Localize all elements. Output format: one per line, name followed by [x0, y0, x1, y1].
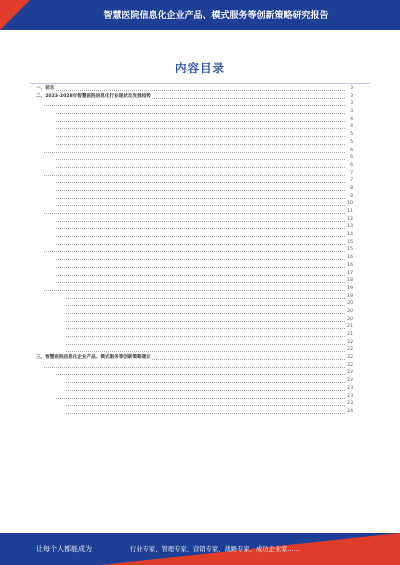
toc-page-number: 12 [347, 216, 353, 222]
toc-dot-leader [66, 321, 345, 322]
toc-entry[interactable] [36, 308, 353, 316]
toc-page-number: 22 [347, 347, 353, 353]
toc-entry[interactable] [36, 339, 353, 347]
toc-dot-leader [56, 159, 345, 160]
toc-dot-leader [44, 175, 345, 176]
toc-page-number: 18 [347, 278, 353, 284]
toc-entry[interactable] [36, 170, 353, 178]
toc-page-number: 23 [347, 401, 353, 407]
toc-entry[interactable] [36, 177, 353, 185]
toc-entry[interactable] [36, 239, 353, 247]
toc-page-number: 24 [347, 408, 353, 414]
toc-page-number: 17 [347, 270, 353, 276]
toc-page-number: 21 [347, 324, 353, 330]
toc-entry[interactable] [36, 331, 353, 339]
toc-dot-leader [56, 128, 345, 129]
toc-entry[interactable] [36, 154, 353, 162]
toc-entry[interactable] [36, 300, 353, 308]
toc-page-number: 5 [350, 139, 353, 145]
toc-page-number: 22 [347, 339, 353, 345]
toc-dot-leader [56, 113, 345, 114]
toc-entry[interactable] [36, 285, 353, 293]
toc-dot-leader [56, 275, 345, 276]
toc-entry[interactable] [36, 139, 353, 147]
toc-dot-leader [56, 398, 345, 399]
toc-page-number: 20 [347, 301, 353, 307]
toc-dot-leader [44, 105, 345, 106]
toc-entry[interactable] [36, 362, 353, 370]
toc-entry[interactable] [36, 93, 353, 101]
toc-page-number: 5 [350, 132, 353, 138]
toc-dot-leader [56, 282, 345, 283]
toc-page-number: 23 [347, 393, 353, 399]
toc-page-number: 23 [347, 385, 353, 391]
toc-page-number: 4 [350, 116, 353, 122]
toc-page-number: 6 [350, 162, 353, 168]
toc-page-number: 7 [350, 178, 353, 184]
toc-dot-leader [36, 90, 345, 91]
toc-page-number: 19 [347, 285, 353, 291]
toc-page-number: 15 [347, 247, 353, 253]
toc-dot-leader [56, 374, 345, 375]
toc-entry[interactable] [36, 85, 353, 93]
toc-entry[interactable] [36, 270, 353, 278]
toc-entry[interactable] [36, 377, 353, 385]
toc-entry[interactable] [36, 369, 353, 377]
toc-page-number: 6 [350, 155, 353, 161]
toc-page-number: 6 [350, 147, 353, 153]
toc-entry[interactable] [36, 231, 353, 239]
toc-dot-leader [44, 290, 345, 291]
toc-page-number: 22 [347, 362, 353, 368]
toc-entry[interactable] [36, 323, 353, 331]
toc-page-number: 21 [347, 332, 353, 337]
toc-entry-title: 一、前言 [36, 86, 55, 91]
footer-tagline: 让每个人都能成为 [36, 545, 92, 553]
toc-dot-leader [66, 390, 345, 391]
toc-page-number: 3 [350, 101, 353, 107]
toc-page-number: 13 [347, 224, 353, 230]
toc-entry[interactable] [36, 116, 353, 124]
toc-page-number: 19 [347, 293, 353, 299]
toc-entry[interactable] [36, 100, 353, 108]
page-header [0, 0, 400, 30]
toc-heading-divider [30, 83, 370, 84]
toc-dot-leader [66, 328, 345, 329]
toc-dot-leader [56, 236, 345, 237]
table-of-contents [36, 85, 353, 416]
toc-page-number: 4 [350, 124, 353, 130]
toc-page-number: 14 [347, 232, 353, 238]
footer-roles: 行业专家、管理专家、营销专家、战略专家、成功企业家…… [130, 546, 301, 553]
toc-entry-title: 三、智慧医院信息化企业产品、模式服务等创新策略建议 [36, 355, 151, 361]
toc-entry[interactable] [36, 208, 353, 216]
toc-entry[interactable] [36, 108, 353, 116]
page-footer [0, 533, 400, 565]
toc-dot-leader [66, 298, 345, 299]
toc-page-number: 8 [350, 185, 353, 191]
toc-entry[interactable] [36, 216, 353, 224]
toc-page-number: 3 [350, 93, 353, 99]
toc-page-number: 22 [347, 355, 353, 361]
toc-entry-title: 二、2023-2028年智慧医院信息化行业现状及发展趋势 [36, 93, 151, 99]
toc-dot-leader [56, 136, 345, 137]
toc-entry[interactable] [36, 147, 353, 155]
toc-entry[interactable] [36, 162, 353, 170]
toc-dot-leader [66, 405, 345, 406]
toc-dot-leader [56, 259, 345, 260]
toc-dot-leader [56, 121, 345, 122]
toc-entry[interactable] [36, 400, 353, 408]
toc-page-number: 16 [347, 255, 353, 261]
toc-entry[interactable] [36, 408, 353, 416]
toc-entry[interactable] [36, 123, 353, 131]
toc-page-number: 15 [347, 239, 353, 245]
toc-page-number: 20 [347, 316, 353, 322]
toc-dot-leader [66, 336, 345, 337]
toc-page-number: 3 [350, 86, 353, 91]
toc-entry[interactable] [36, 254, 353, 262]
toc-entry[interactable] [36, 293, 353, 301]
toc-dot-leader [56, 228, 345, 229]
toc-dot-leader [56, 267, 345, 268]
toc-dot-leader [66, 313, 345, 314]
toc-page-number: 3 [350, 109, 353, 115]
toc-entry[interactable] [36, 354, 353, 362]
toc-dot-leader [66, 413, 345, 414]
toc-page-number: 9 [350, 193, 353, 199]
toc-entry[interactable] [36, 393, 353, 401]
toc-entry[interactable] [36, 185, 353, 193]
toc-entry[interactable] [36, 200, 353, 208]
toc-dot-leader [66, 382, 345, 383]
header-red-corner [0, 0, 30, 30]
toc-entry[interactable] [36, 262, 353, 270]
toc-entry[interactable] [36, 193, 353, 201]
toc-dot-leader [66, 344, 345, 345]
toc-page-number: 11 [347, 209, 353, 214]
toc-entry[interactable] [36, 246, 353, 254]
toc-dot-leader [56, 167, 345, 168]
toc-dot-leader [66, 351, 345, 352]
toc-dot-leader [44, 367, 345, 368]
toc-entry[interactable] [36, 346, 353, 354]
toc-entry[interactable] [36, 223, 353, 231]
toc-entry[interactable] [36, 316, 353, 324]
toc-dot-leader [56, 221, 345, 222]
toc-page-number: 20 [347, 308, 353, 314]
toc-dot-leader [56, 205, 345, 206]
toc-dot-leader [44, 251, 345, 252]
toc-page-number: 22 [347, 370, 353, 376]
toc-page-number: 16 [347, 262, 353, 268]
toc-page-number: 22 [347, 378, 353, 384]
toc-dot-leader [56, 190, 345, 191]
toc-page-number: 10 [347, 201, 353, 207]
toc-entry[interactable] [36, 277, 353, 285]
toc-dot-leader [56, 144, 345, 145]
toc-heading: 内容目录 [175, 61, 225, 75]
toc-dot-leader [44, 152, 345, 153]
toc-dot-leader [44, 213, 345, 214]
toc-dot-leader [56, 198, 345, 199]
toc-entry[interactable] [36, 131, 353, 139]
report-title: 智慧医院信息化企业产品、模式服务等创新策略研究报告 [103, 11, 329, 21]
toc-dot-leader [66, 305, 345, 306]
toc-entry[interactable] [36, 385, 353, 393]
toc-page-number: 7 [350, 170, 353, 176]
toc-dot-leader [56, 244, 345, 245]
toc-dot-leader [56, 182, 345, 183]
